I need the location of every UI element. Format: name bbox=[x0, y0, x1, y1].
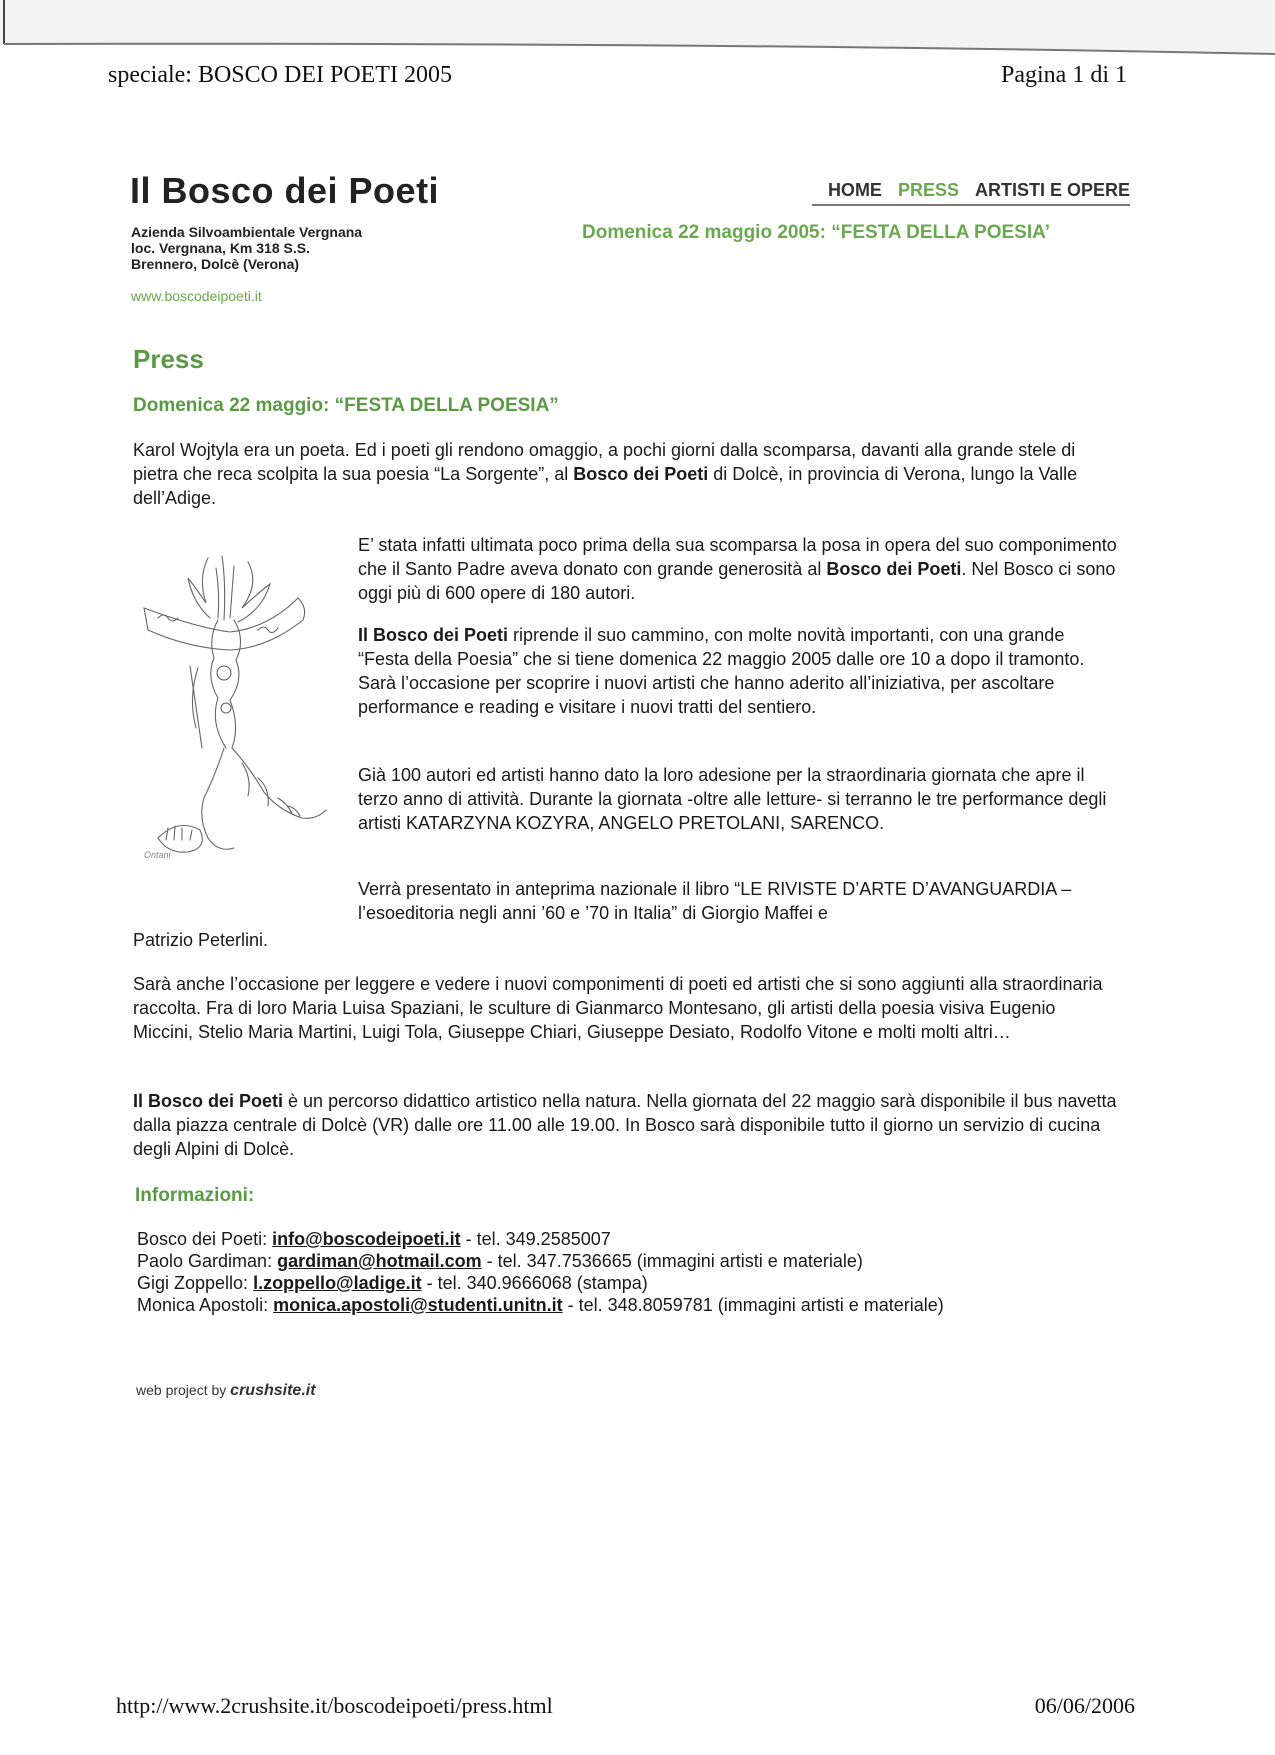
paragraph-3: Già 100 autori ed artisti hanno dato la loro adesione per la straordinaria giornata che apre il terzo anno di attività. Durante la giornata -oltre alle letture- si terranno le tre performance degli artisti KATARZYNA KOZYRA, ANGELO PRETOLANI, SARENCO. bbox=[358, 765, 1107, 833]
contact-row: Monica Apostoli: monica.apostoli@studenti.unitn.it - tel. 348.8059781 (immagini artisti e materiale) bbox=[137, 1295, 944, 1315]
print-footer-url: http://www.2crushsite.it/boscodeipoeti/press.html bbox=[116, 1693, 553, 1718]
scan-edge bbox=[0, 0, 1275, 60]
site-url-link[interactable]: www.boscodeipoeti.it bbox=[131, 288, 262, 304]
nav-home[interactable]: HOME bbox=[827, 180, 882, 200]
paragraph-1: E’ stata infatti ultimata poco prima della sua scomparsa la posa in opera del suo componimento che il Santo Padre aveva donato con grande generosità al Bosco dei Poeti. Nel Bosco ci sono oggi più di 600 opere di 180 autori. bbox=[358, 535, 1117, 603]
nav-divider bbox=[812, 204, 1130, 206]
web-credit: web project by crushsite.it bbox=[136, 1382, 316, 1399]
paragraph-4-continuation: Patrizio Peterlini. bbox=[133, 930, 269, 950]
nav-artists[interactable]: ARTISTI E OPERE bbox=[974, 180, 1130, 200]
email-link[interactable]: gardiman@hotmail.com bbox=[277, 1251, 482, 1271]
paragraph-4: Verrà presentato in anteprima nazionale il libro “LE RIVISTE D’ARTE D’AVANGUARDIA – l’esoeditoria negli anni ’60 e ’70 in Italia” di Giorgio Maffei e bbox=[358, 879, 1072, 923]
contact-row: Bosco dei Poeti: info@boscodeipoeti.it - tel. 349.2585007 bbox=[137, 1229, 611, 1249]
print-header-title: speciale: BOSCO DEI POETI 2005 bbox=[108, 62, 452, 88]
nav-press[interactable]: PRESS bbox=[897, 180, 959, 200]
address-line: Brennero, Dolcè (Verona) bbox=[131, 256, 300, 272]
contact-row: Paolo Gardiman: gardiman@hotmail.com - tel. 347.7536665 (immagini artisti e materiale) bbox=[137, 1251, 863, 1271]
artwork-caption: Ontani bbox=[144, 850, 171, 860]
email-link[interactable]: info@boscodeipoeti.it bbox=[272, 1229, 461, 1249]
paragraph-2: Il Bosco dei Poeti riprende il suo cammino, con molte novità importanti, con una grande “Festa della Poesia” che si tiene domenica 22 maggio 2005 dalle ore 10 a dopo il tramonto. Sarà l’occasione per scoprire i nuovi artisti che hanno aderito all’iniziativa, per ascoltare performance e reading e visitare i nuovi tratti del sentiero. bbox=[358, 625, 1085, 717]
intro-paragraph: Karol Wojtyla era un poeta. Ed i poeti gli rendono omaggio, a pochi giorni dalla scomparsa, davanti alla grande stele di pietra che reca scolpita la sua poesia “La Sorgente”, al Bosco dei Poeti di Dolcè, in provincia di Verona, lungo la Valle dell’Adige. bbox=[133, 440, 1078, 508]
site-title[interactable]: Il Bosco dei Poeti bbox=[130, 170, 440, 211]
info-heading: Informazioni: bbox=[135, 1185, 255, 1206]
address-line: Azienda Silvoambientale Vergnana bbox=[131, 224, 363, 240]
site-address bbox=[131, 224, 362, 272]
credit-brand-link[interactable]: crushsite.it bbox=[230, 1382, 316, 1399]
page-title: Press bbox=[133, 344, 204, 374]
main-nav bbox=[828, 180, 1130, 201]
paragraph-5: Sarà anche l’occasione per leggere e vedere i nuovi componimenti di poeti ed artisti che si sono aggiunti alla straordinaria raccolta. Fra di loro Maria Luisa Spaziani, le sculture di Gianmarco Montesano, gli artisti della poesia visiva Eugenio Miccini, Stelio Maria Martini, Luigi Tola, Giuseppe Chiari, Giuseppe Desiato, Rodolfo Vitone e molti molti altri… bbox=[133, 974, 1103, 1042]
print-footer-date: 06/06/2006 bbox=[1034, 1693, 1135, 1718]
contact-list bbox=[137, 1228, 944, 1316]
address-line: loc. Vergnana, Km 318 S.S. bbox=[131, 240, 310, 256]
contact-row: Gigi Zoppello: l.zoppello@ladige.it - tel. 340.9666068 (stampa) bbox=[137, 1273, 648, 1293]
email-link[interactable]: l.zoppello@ladige.it bbox=[253, 1273, 422, 1293]
event-headline: Domenica 22 maggio 2005: “FESTA DELLA POESIA’ bbox=[582, 222, 1051, 243]
sculpture-drawing-image bbox=[138, 548, 338, 866]
article-subtitle: Domenica 22 maggio: “FESTA DELLA POESIA” bbox=[133, 395, 559, 416]
print-page-number: Pagina 1 di 1 bbox=[1001, 62, 1127, 88]
email-link[interactable]: monica.apostoli@studenti.unitn.it bbox=[273, 1295, 563, 1315]
paragraph-6: Il Bosco dei Poeti è un percorso didattico artistico nella natura. Nella giornata del 22 maggio sarà disponibile il bus navetta dalla piazza centrale di Dolcè (VR) dalle ore 11.00 alle 19.00. In Bosco sarà disponibile tutto il giorno un servizio di cucina degli Alpini di Dolcè. bbox=[133, 1091, 1117, 1159]
